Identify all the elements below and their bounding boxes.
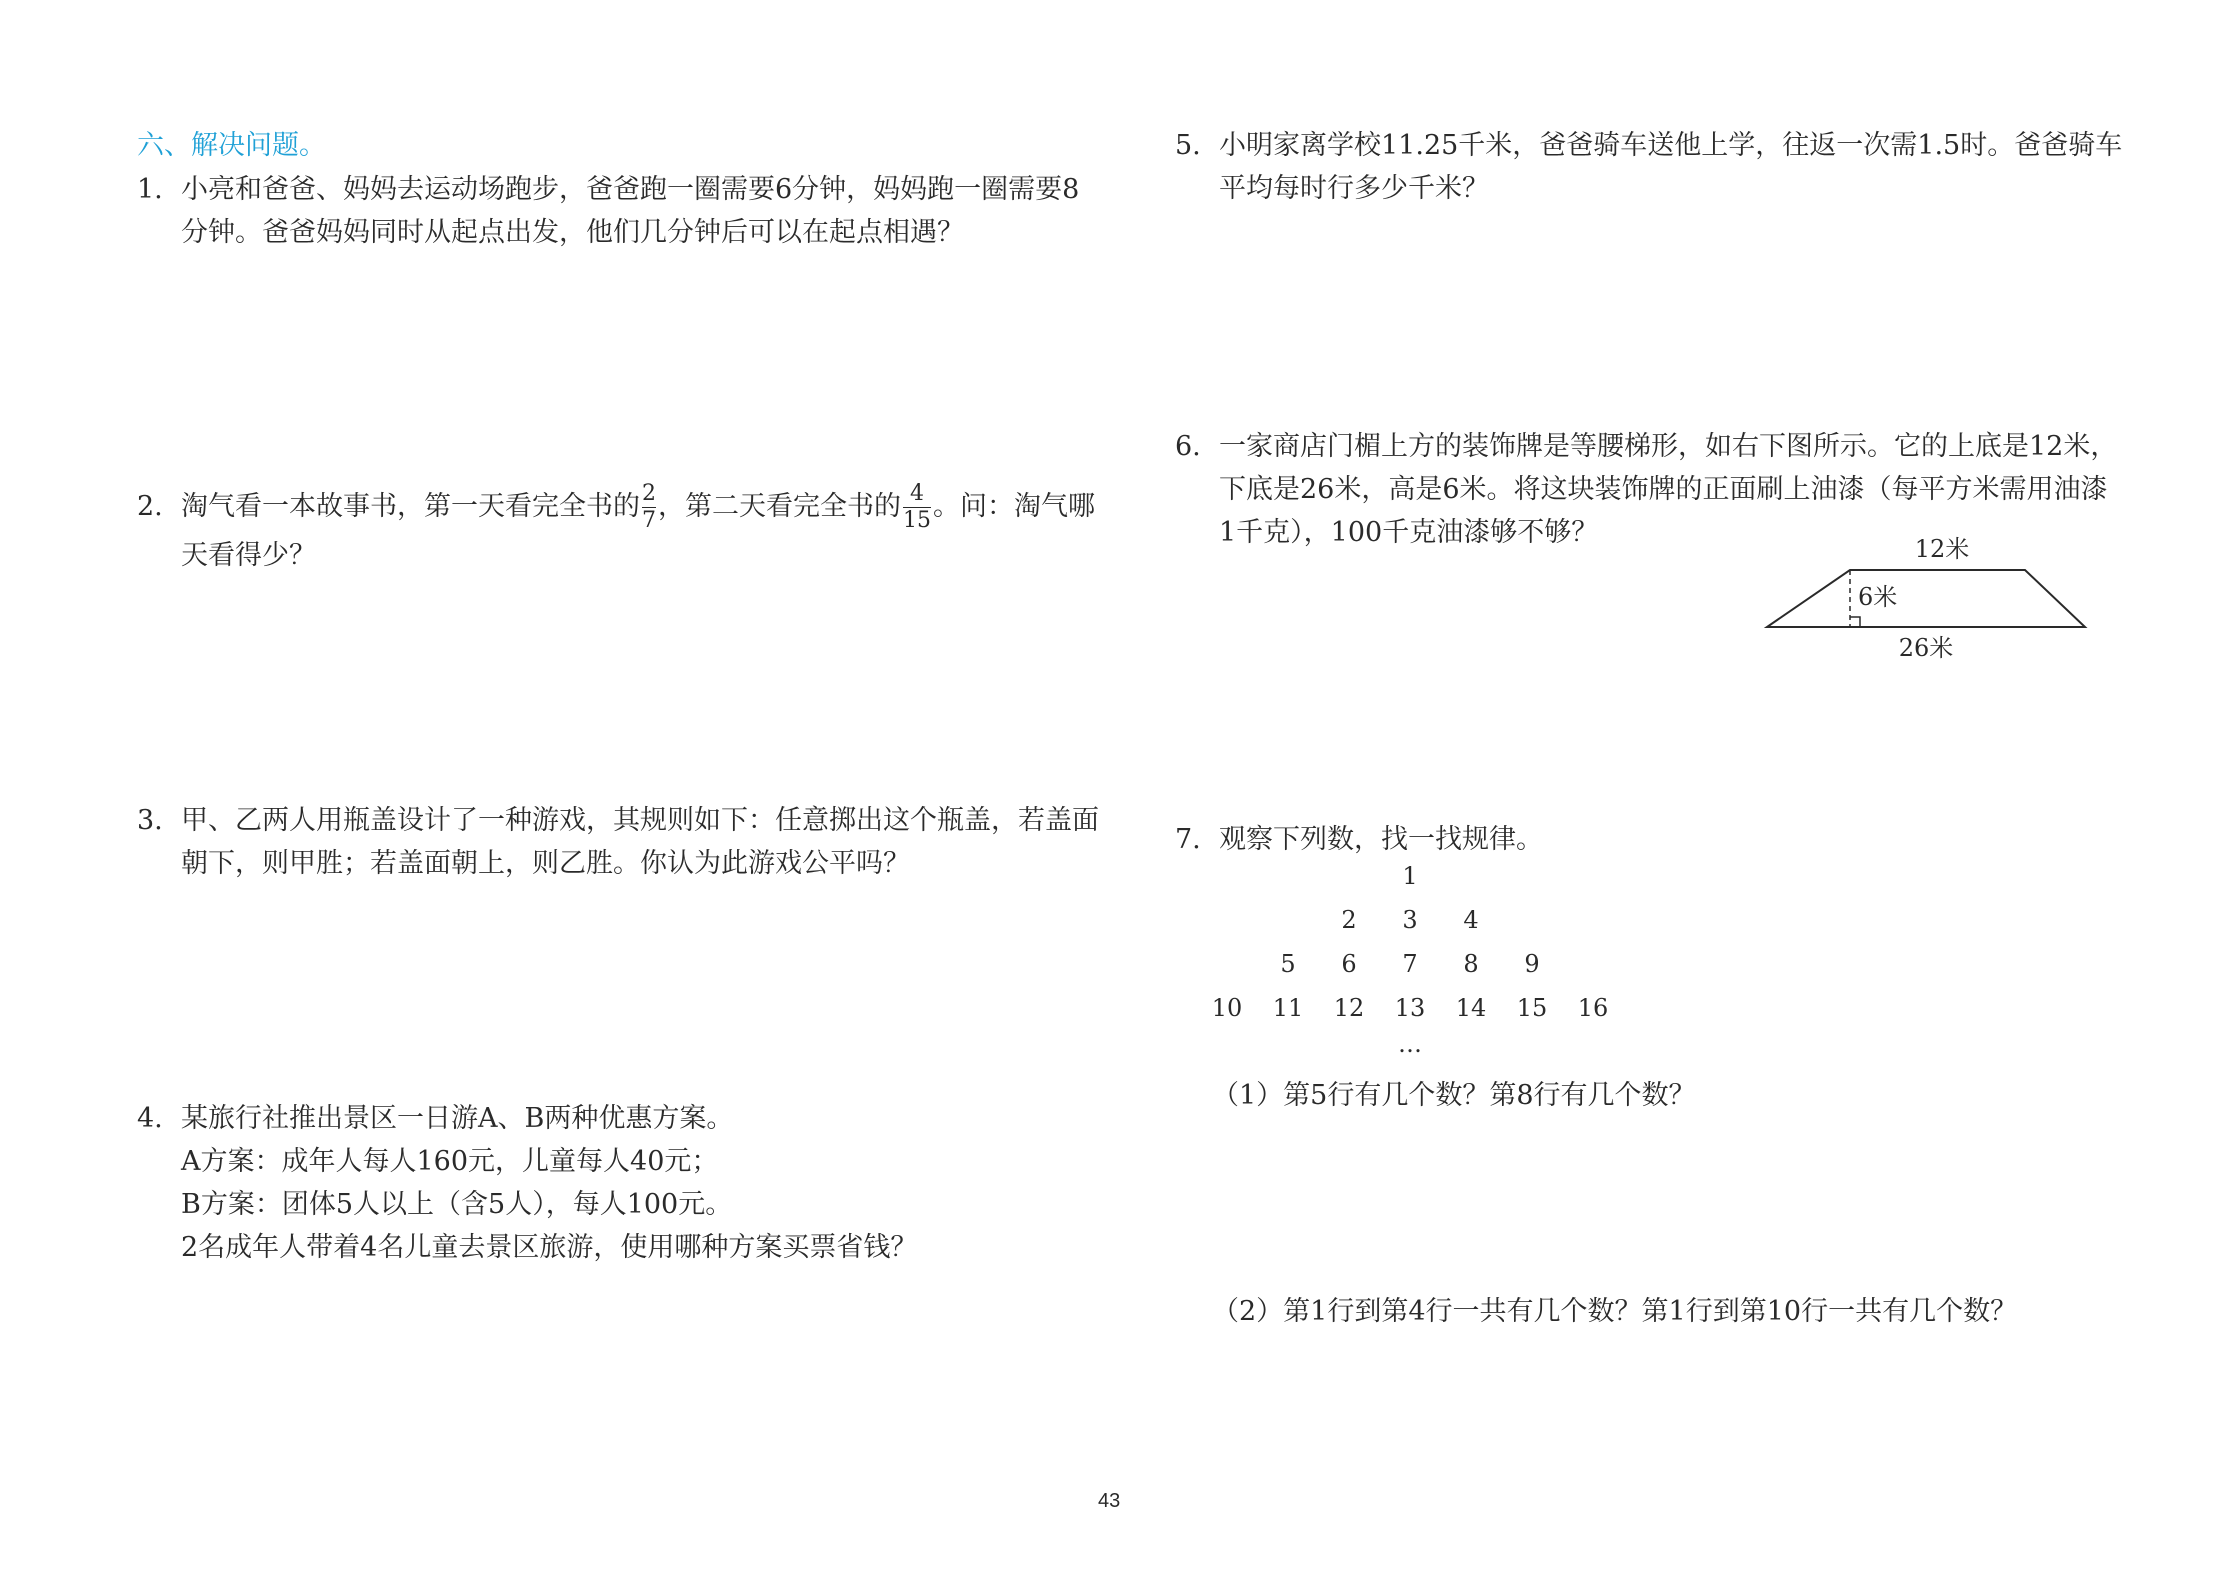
number-cell: 4 xyxy=(1463,906,1479,934)
question-4-plan-a: A方案：成年人每人160元，儿童每人40元； xyxy=(181,1146,719,1177)
question-2 xyxy=(137,478,1095,577)
fraction-two-sevenths xyxy=(642,481,656,534)
question-2-line-2: 天看得少？ xyxy=(181,540,316,571)
question-2-number: 2. xyxy=(137,491,163,522)
question-2-text-2: ，第二天看完全书的 xyxy=(658,491,901,522)
question-1 xyxy=(137,168,1079,254)
number-cell: 8 xyxy=(1463,950,1479,978)
number-cell: 11 xyxy=(1272,994,1304,1022)
section-title: 六、解决问题。 xyxy=(137,130,326,161)
question-2-text-1: 淘气看一本故事书，第一天看完全书的 xyxy=(181,491,640,522)
number-cell: 1 xyxy=(1402,862,1418,890)
trapezoid-top-label: 12米 xyxy=(1914,535,1970,563)
question-6-line-2: 下底是26米，高是6米。将这块装饰牌的正面刷上油漆（每平方米需用油漆 xyxy=(1219,474,2108,505)
question-4 xyxy=(137,1097,917,1269)
question-4-line-4: 2名成年人带着4名儿童去景区旅游，使用哪种方案买票省钱？ xyxy=(181,1232,918,1263)
question-3 xyxy=(137,799,1099,885)
number-cell: 16 xyxy=(1577,994,1609,1022)
question-5-number: 5. xyxy=(1175,130,1201,161)
question-3-line-2: 朝下，则甲胜；若盖面朝上，则乙胜。你认为此游戏公平吗？ xyxy=(181,848,910,879)
question-4-plan-b: B方案：团体5人以上（含5人），每人100元。 xyxy=(181,1189,733,1220)
question-5 xyxy=(1175,124,2122,210)
question-1-line-2: 分钟。爸爸妈妈同时从起点出发，他们几分钟后可以在起点相遇？ xyxy=(181,217,964,248)
number-cell: 12 xyxy=(1333,994,1365,1022)
number-cell: 2 xyxy=(1341,906,1357,934)
number-cell: 3 xyxy=(1402,906,1418,934)
question-1-number: 1. xyxy=(137,174,163,205)
trapezoid-shape xyxy=(1767,570,2085,627)
number-cell: 6 xyxy=(1341,950,1357,978)
page-number: 43 xyxy=(1098,1490,1121,1512)
trapezoid-height-label: 6米 xyxy=(1858,583,1898,611)
fraction-1-denominator: 7 xyxy=(642,508,656,533)
trapezoid-diagram xyxy=(1750,535,2110,665)
question-2-text-3: 。问：淘气哪 xyxy=(933,491,1095,522)
fraction-four-fifteenths xyxy=(903,481,931,534)
fraction-2-numerator: 4 xyxy=(910,481,924,506)
question-5-line-1: 小明家离学校11.25千米，爸爸骑车送他上学，往返一次需1.5时。爸爸骑车 xyxy=(1219,130,2123,161)
question-6-number: 6. xyxy=(1175,431,1201,462)
trapezoid-bottom-label: 26米 xyxy=(1898,634,1954,662)
fraction-1-numerator: 2 xyxy=(642,481,656,506)
number-cell: 7 xyxy=(1402,950,1418,978)
question-7-number: 7. xyxy=(1175,824,1201,855)
question-6-line-3: 1千克），100千克油漆够不够？ xyxy=(1219,517,1599,548)
right-angle-mark xyxy=(1850,617,1860,627)
ellipsis: … xyxy=(1398,1030,1422,1058)
number-cell: 10 xyxy=(1211,994,1243,1022)
question-7-line-1: 观察下列数，找一找规律。 xyxy=(1219,824,1543,855)
number-cell: 9 xyxy=(1524,950,1540,978)
question-4-line-1: 某旅行社推出景区一日游A、B两种优惠方案。 xyxy=(181,1103,734,1134)
number-cell: 14 xyxy=(1455,994,1487,1022)
question-7-sub-1: （1）第5行有几个数？第8行有几个数？ xyxy=(1212,1080,1696,1111)
fraction-2-denominator: 15 xyxy=(903,508,931,533)
number-cell: 5 xyxy=(1280,950,1296,978)
question-4-number: 4. xyxy=(137,1103,163,1134)
question-6-line-1: 一家商店门楣上方的装饰牌是等腰梯形，如右下图所示。它的上底是12米， xyxy=(1219,431,2118,462)
question-3-line-1: 甲、乙两人用瓶盖设计了一种游戏，其规则如下：任意掷出这个瓶盖，若盖面 xyxy=(181,805,1099,836)
question-7-sub-2: （2）第1行到第4行一共有几个数？第1行到第10行一共有几个数？ xyxy=(1212,1296,2018,1327)
question-5-line-2: 平均每时行多少千米？ xyxy=(1219,173,1489,204)
number-cell: 15 xyxy=(1516,994,1548,1022)
question-7 xyxy=(1175,818,1543,861)
number-cell: 13 xyxy=(1394,994,1426,1022)
question-3-number: 3. xyxy=(137,805,163,836)
question-1-line-1: 小亮和爸爸、妈妈去运动场跑步，爸爸跑一圈需要6分钟，妈妈跑一圈需要8 xyxy=(181,174,1080,205)
